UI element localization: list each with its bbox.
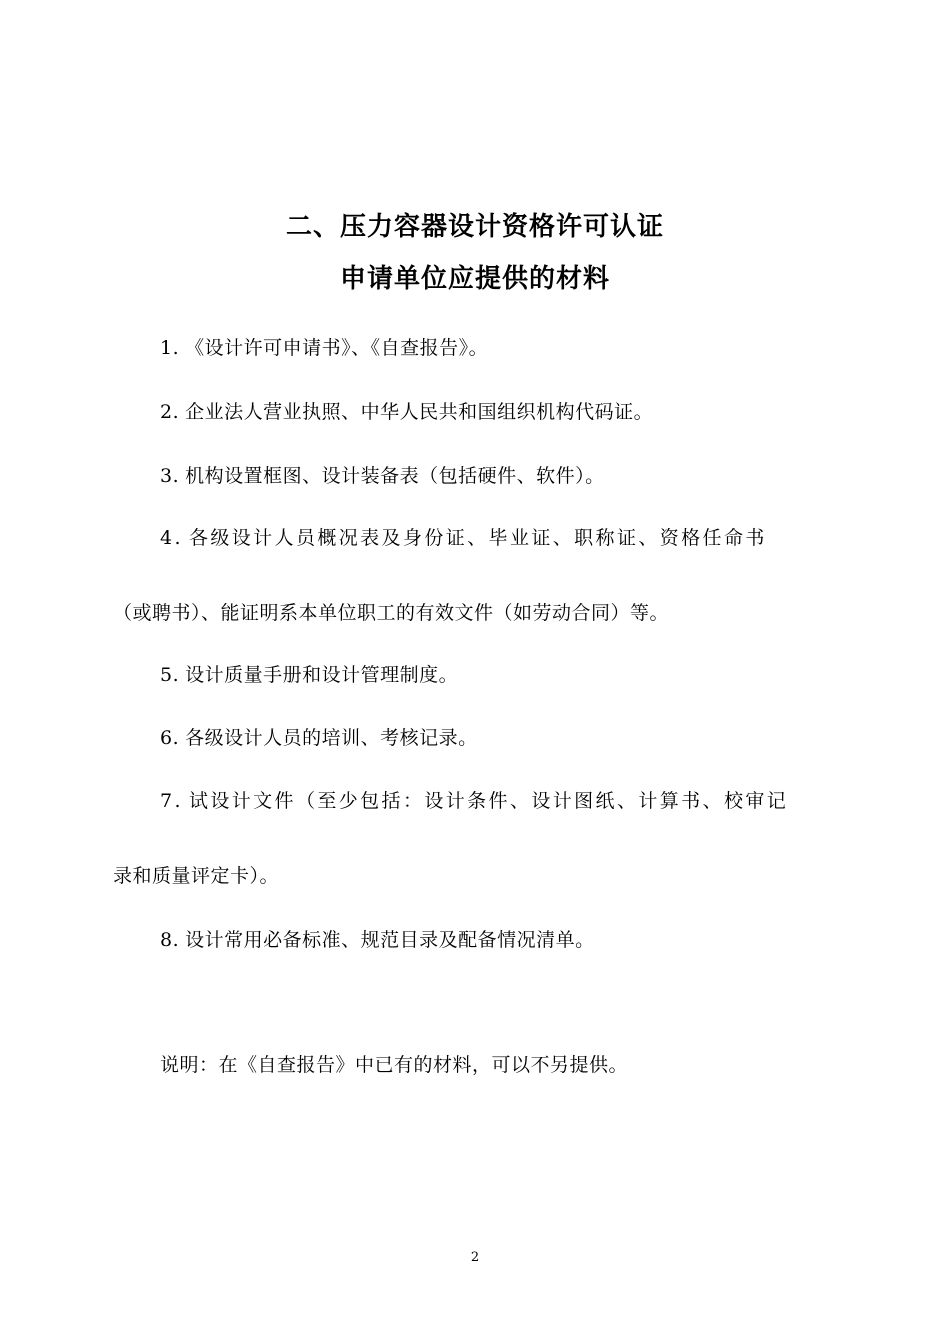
list-item-4-continuation: （或聘书）、能证明系本单位职工的有效文件（如劳动合同）等。 <box>113 602 670 624</box>
list-item-text: 设计质量手册和设计管理制度。 <box>185 664 459 686</box>
list-item-text: 企业法人营业执照、中华人民共和国组织机构代码证。 <box>185 401 654 423</box>
list-item-6 <box>160 723 478 750</box>
list-item-text: 试设计文件（至少包括：设计条件、设计图纸、计算书、校审记 <box>188 790 789 812</box>
list-item-number: 4. <box>160 527 183 549</box>
document-title-line-1: 二、压力容器设计资格许可认证 <box>285 212 664 242</box>
page-number: 2 <box>470 1250 480 1265</box>
list-item-4 <box>160 523 767 550</box>
list-item-3 <box>160 461 605 488</box>
list-item-2 <box>160 397 653 424</box>
list-item-text: 设计常用必备标准、规范目录及配备情况清单。 <box>185 929 595 951</box>
list-item-text: 各级设计人员概况表及身份证、毕业证、职称证、资格任命书 <box>188 527 767 549</box>
list-item-text: 《设计许可申请书》、《自查报告》。 <box>185 337 489 359</box>
note-text: 说明：在《自查报告》中已有的材料，可以不另提供。 <box>160 1054 629 1076</box>
list-item-number: 2. <box>160 401 180 423</box>
list-item-number: 1. <box>160 337 180 359</box>
list-item-8 <box>160 925 595 952</box>
list-item-text: 各级设计人员的培训、考核记录。 <box>185 727 478 749</box>
list-item-7 <box>160 786 788 813</box>
list-item-text: 机构设置框图、设计装备表（包括硬件、软件）。 <box>185 465 605 487</box>
list-item-number: 8. <box>160 929 180 951</box>
list-item-number: 5. <box>160 664 180 686</box>
list-item-5 <box>160 660 458 687</box>
document-title-line-2: 申请单位应提供的材料 <box>339 264 610 294</box>
list-item-7-continuation: 录和质量评定卡）。 <box>113 865 280 887</box>
list-item-number: 6. <box>160 727 180 749</box>
list-item-1 <box>160 333 488 360</box>
list-item-number: 3. <box>160 465 180 487</box>
list-item-number: 7. <box>160 790 183 812</box>
